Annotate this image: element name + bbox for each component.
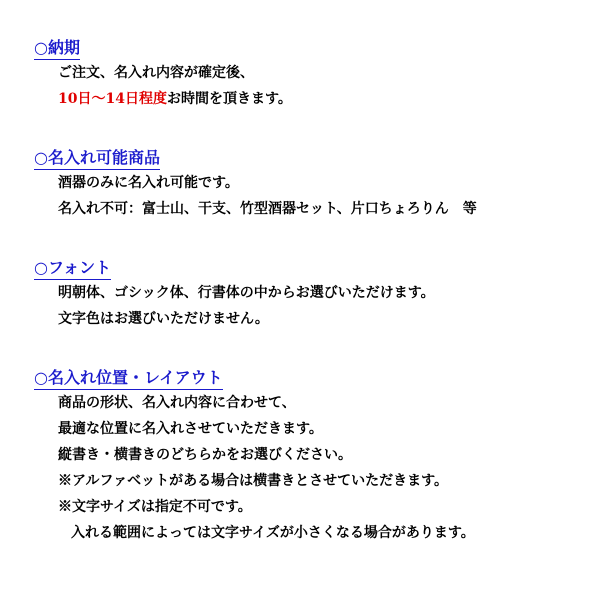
layout-note-size: ※文字サイズは指定不可です。 xyxy=(58,499,252,515)
section-heading-layout: ○名入れ位置・レイアウト xyxy=(34,368,223,390)
products-line-1: 酒器のみに名入れ可能です。 xyxy=(58,175,239,191)
layout-line-3: 縦書き・横書きのどちらかをお選びください。 xyxy=(58,447,352,463)
font-line-2: 文字色はお選びいただけません。 xyxy=(58,311,269,327)
products-line-2: 名入れ不可：富士山、干支、竹型酒器セット、片口ちょろりん 等 xyxy=(58,201,477,217)
layout-line-2: 最適な位置に名入れさせていただきます。 xyxy=(58,421,323,437)
section-heading-products: ○名入れ可能商品 xyxy=(34,148,160,170)
section-heading-font: ○フォント xyxy=(34,258,111,280)
delivery-line-1: ご注文、名入れ内容が確定後、 xyxy=(58,65,254,81)
delivery-period-rest: お時間を頂きます。 xyxy=(166,91,292,107)
layout-line-1: 商品の形状、名入れ内容に合わせて、 xyxy=(58,395,296,411)
section-heading-delivery: ○納期 xyxy=(34,38,80,60)
delivery-line-2 xyxy=(58,90,292,108)
layout-note-size-detail: 入れる範囲によっては文字サイズが小さくなる場合があります。 xyxy=(71,525,475,541)
font-line-1: 明朝体、ゴシック体、行書体の中からお選びいただけます。 xyxy=(58,285,435,301)
layout-note-alphabet: ※アルファベットがある場合は横書きとさせていただきます。 xyxy=(58,473,449,489)
delivery-period-highlight: 10日〜14日程度 xyxy=(58,91,167,107)
